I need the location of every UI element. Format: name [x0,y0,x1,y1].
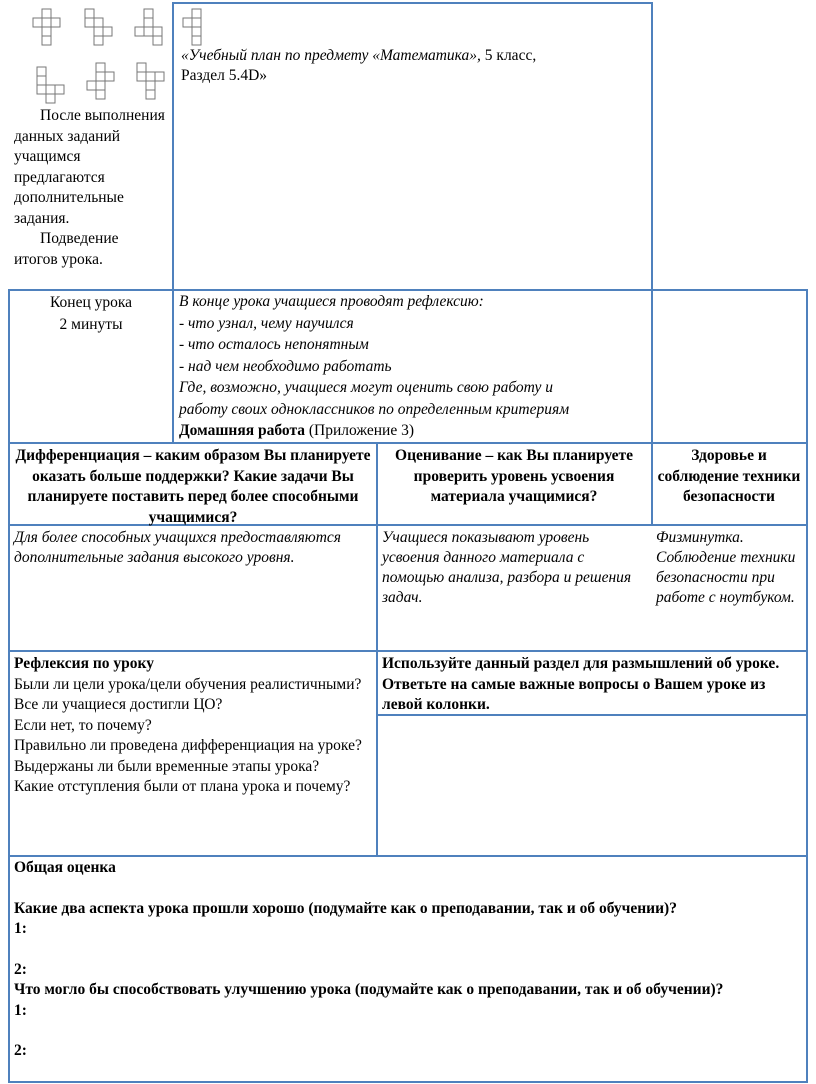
health-text: Физминутка. Соблюдение техники безопасности при работе с ноутбуком. [656,529,796,606]
went-well-item-1: 1: [14,920,27,937]
reflection-item: - что осталось непонятным [179,336,369,353]
cube-net-icon [84,8,116,46]
went-well-question: Какие два аспекта урока прошли хорошо (подумайте как о преподавании, так и об обучении)? [14,899,677,917]
cube-net-icon [182,8,214,46]
cube-net-icon [134,8,166,46]
health-header: Здоровье и соблюдение техники безопасности [657,447,801,505]
homework-label: Домашняя работа [179,422,305,439]
additional-tasks-text: После выполнения данных заданий учащимся предлагаются дополнительные задания. [14,107,165,227]
cube-net-icon [136,62,168,100]
top-left-cell [14,106,166,270]
lesson-reflection [14,654,374,798]
assessment-text: Учащиеся показывают уровень усвоения данного материала с помощью анализа, разбора и решения задач. [382,529,632,606]
improvement-item-1: 1: [14,1001,27,1019]
reflection-question: Выдержаны ли были временные этапы урока? [14,757,320,775]
reflection-item: - что узнал, чему научился [179,314,354,332]
reflection-instruction: Используйте данный раздел для размышлений об уроке. Ответьте на самые важные вопросы о Вашем уроке из левой колонки. [382,655,780,713]
curriculum-section: Раздел 5.4D» [181,67,268,84]
curriculum-reference [181,46,641,86]
improvement-question: Что могло бы способствовать улучшению урока (подумайте как о преподавании, так и об обучении)? [14,981,724,998]
homework-ref: (Приложение 3) [305,422,415,439]
lesson-end-content [179,291,649,442]
lesson-summary-text: Подведение итогов урока. [14,230,119,268]
lesson-end-stage [10,292,172,336]
peer-assessment-text: Где, возможно, учащиеся могут оценить свою работу и [179,379,553,396]
curriculum-grade: 5 класс, [480,47,537,64]
reflection-question: Какие отступления были от плана урока и почему? [14,778,351,795]
overall-assessment [14,858,800,1062]
reflection-question: Правильно ли проведена дифференциация на уроке? [14,737,362,754]
cube-net-icon [36,66,68,104]
stage-name: Конец урока [49,294,133,311]
differentiation-text: Для более способных учащихся предоставляются дополнительные задания высокого уровня. [14,529,342,566]
reflection-item: - над чем необходимо работать [179,357,392,375]
reflection-intro: В конце урока учащиеся проводят рефлексию: [179,293,484,310]
curriculum-title: «Учебный план по предмету «Математика», [181,47,481,64]
stage-duration: 2 минуты [59,316,123,333]
overall-title: Общая оценка [14,859,116,876]
cube-net-icon [32,8,64,46]
reflection-title: Рефлексия по уроку [14,655,154,672]
cube-net-icon [86,62,118,100]
differentiation-header: Дифференциация – каким образом Вы планируете оказать больше поддержки? Какие задачи Вы планируете поставить перед более способными учащимися? [15,447,371,526]
reflection-question: Все ли учащиеся достигли ЦО? [14,696,223,713]
went-well-item-2: 2: [14,960,27,978]
assessment-header: Оценивание – как Вы планируете проверить уровень усвоения материала учащимися? [395,447,633,505]
reflection-question: Если нет, то почему? [14,716,152,734]
reflection-question: Были ли цели урока/цели обучения реалистичными? [14,675,362,693]
peer-assessment-text: работу своих одноклассников по определенным критериям [179,400,570,418]
improvement-item-2: 2: [14,1042,27,1059]
